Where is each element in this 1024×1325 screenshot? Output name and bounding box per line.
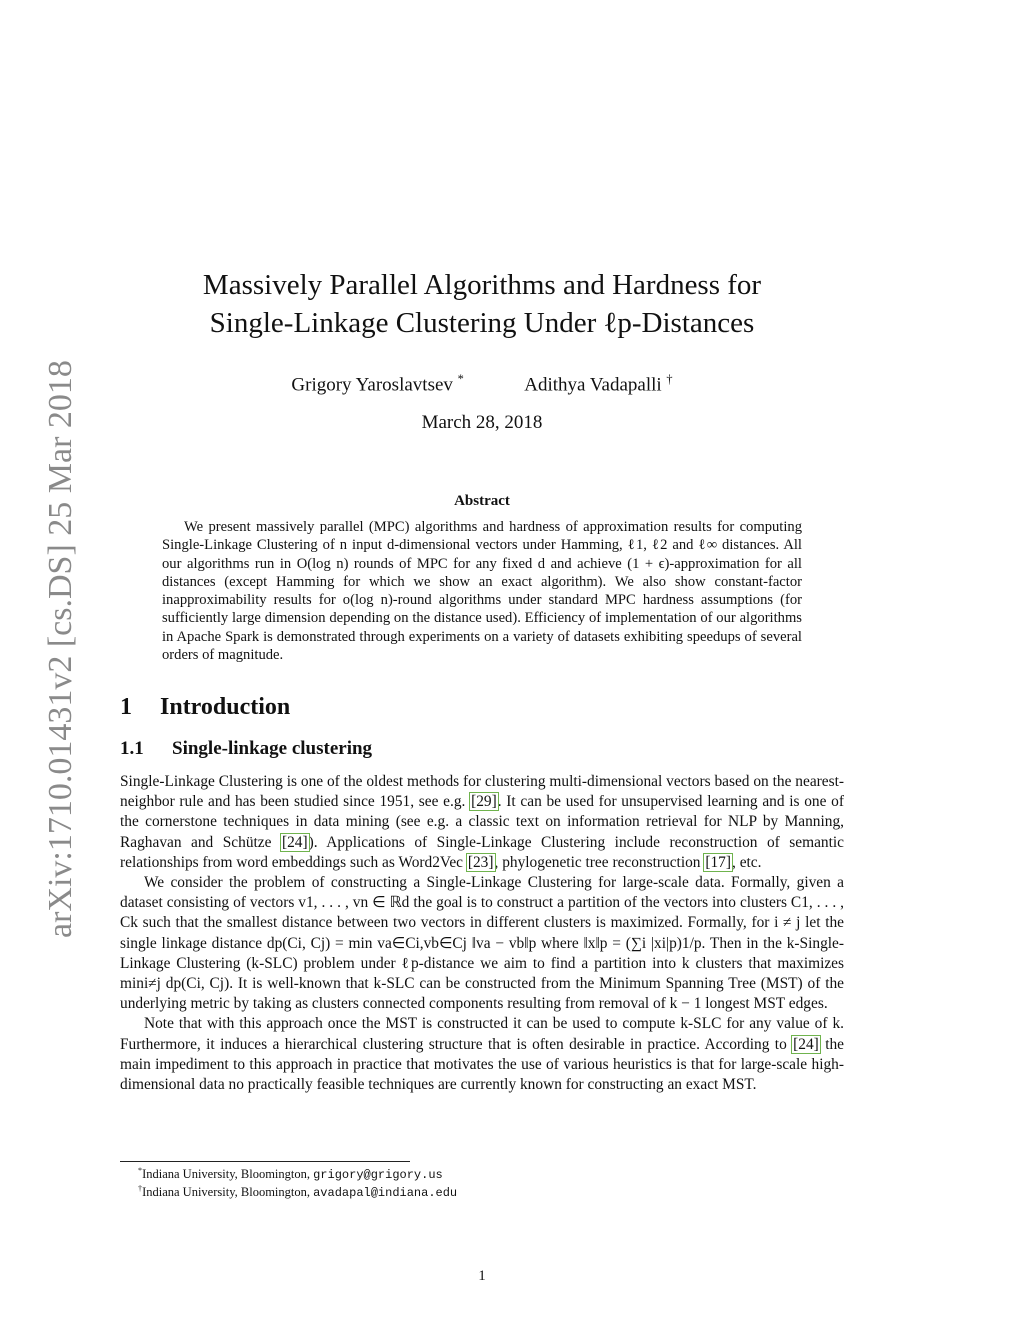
abstract-text: We present massively parallel (MPC) algorithms and hardness of approximation results for computing Single-Linkage Clustering of n input d-dimensional vectors under Hamming, ℓ1, ℓ2 and ℓ∞ distances. All our algorithms run in O(log n) rounds of MPC for any fixed d and achieve (1 + ϵ)-approximation for all distances (except Hamming for which we show an exact algorithm). We also show constant-factor inapproximability results for o(log n)-round algorithms under standard MPC hardness assumptions (for sufficiently large dimension depending on the distance used). Efficiency of implementation of our algorithms in Apache Spark is demonstrated through experiments on a variety of datasets exhibiting speedups of several orders of magnitude. <box>162 519 802 664</box>
footnote-mark: * <box>138 1166 143 1175</box>
abstract-heading: Abstract <box>454 493 510 509</box>
paragraph: We consider the problem of constructing a Single-Linkage Clustering for large-scale data. Formally, given a dataset consisting of vectors v1, . . . , vn ∈ ℝd the goal is to construct a partition of the vectors into clusters C1, . . . , Ck such that the smallest distance between two vectors in different clusters is maximized. Formally, for i ≠ j let the single linkage distance dp(Ci, Cj) = min va∈Ci,vb∈Cj ‖va − vb‖p where ‖x‖p = (∑i |xi|p)1/p. Then in the k-Single-Linkage Clustering (k-SLC) problem under ℓp-distance we aim to find a partition into k clusters that maximizes mini≠j dp(Ci, Cj). It is well-known that k-SLC can be constructed from the Minimum Spanning Tree (MST) of the underlying metric by taking as clusters connected components resulting from removal of k − 1 longest MST edges. <box>120 874 844 1013</box>
author-mark: * <box>457 372 464 386</box>
citation-link[interactable]: [24] <box>281 833 308 851</box>
citation-link[interactable]: [29] <box>471 793 497 811</box>
page-number: 1 <box>478 1268 486 1284</box>
paper-title <box>150 266 814 342</box>
section-heading <box>120 694 290 721</box>
section-title: Introduction <box>160 694 291 720</box>
author-list <box>150 372 814 396</box>
author-name: Adithya Vadapalli <box>524 374 662 396</box>
author-mark: † <box>666 372 673 386</box>
title-line-1: Massively Parallel Algorithms and Hardness for <box>202 269 762 301</box>
footnote-text: Indiana University, Bloomington, <box>142 1185 314 1200</box>
subsection-number: 1.1 <box>120 738 144 759</box>
citation-link[interactable]: [17] <box>705 853 731 871</box>
citation-link[interactable]: [24] <box>793 1035 819 1053</box>
footnote-rule <box>120 1161 410 1162</box>
text-run: ). Applications of Single-Linkage Clustering include reconstruction of semantic relationships from word embeddings such as Word2Vec <box>120 833 844 871</box>
body-text <box>120 772 844 1095</box>
title-line-2: Single-Linkage Clustering Under ℓp-Distances <box>209 307 755 339</box>
footnote <box>138 1166 838 1182</box>
paragraph <box>120 1014 844 1095</box>
text-run: the main impediment to this approach in practice that motivates the use of various heuristics is that for large-scale high-dimensional data no practically feasible techniques are currently known for constructing an exact MST. <box>120 1035 844 1094</box>
paragraph <box>120 772 844 873</box>
footnote-mark: † <box>138 1184 143 1193</box>
arxiv-stamp: arXiv:1710.01431v2 [cs.DS] 25 Mar 2018 <box>42 360 79 938</box>
footnote <box>138 1184 838 1200</box>
section-number: 1 <box>120 694 132 720</box>
citation-link[interactable]: [23] <box>467 853 494 871</box>
email-link[interactable]: avadapal@indiana.edu <box>313 1186 458 1201</box>
subsection-heading <box>120 738 372 760</box>
text-run: Note that with this approach once the MST is constructed it can be used to compute k-SLC for any value of k. Furthermore, it induces a hierarchical clustering structure that is often desirable in practice. According to <box>120 1015 844 1053</box>
text-run: , phylogenetic tree reconstruction <box>494 853 705 871</box>
footnote-text: Indiana University, Bloomington, <box>142 1167 314 1182</box>
subsection-title: Single-linkage clustering <box>172 738 373 759</box>
email-link[interactable]: grigory@grigory.us <box>313 1168 443 1183</box>
text-run: . It can be used for unsupervised learning and is one of the cornerstone techniques in data mining (see e.g. a classic text on information retrieval for NLP by Manning, Raghavan and Schütze <box>120 793 844 851</box>
text-run: Single-Linkage Clustering is one of the oldest methods for clustering multi-dimensional vectors based on the nearest-neighbor rule and has been studied since 1951, see e.g. <box>120 773 844 811</box>
paper-date: March 28, 2018 <box>421 412 543 433</box>
author-name: Grigory Yaroslavtsev <box>291 374 453 396</box>
text-run: , etc. <box>732 853 762 871</box>
